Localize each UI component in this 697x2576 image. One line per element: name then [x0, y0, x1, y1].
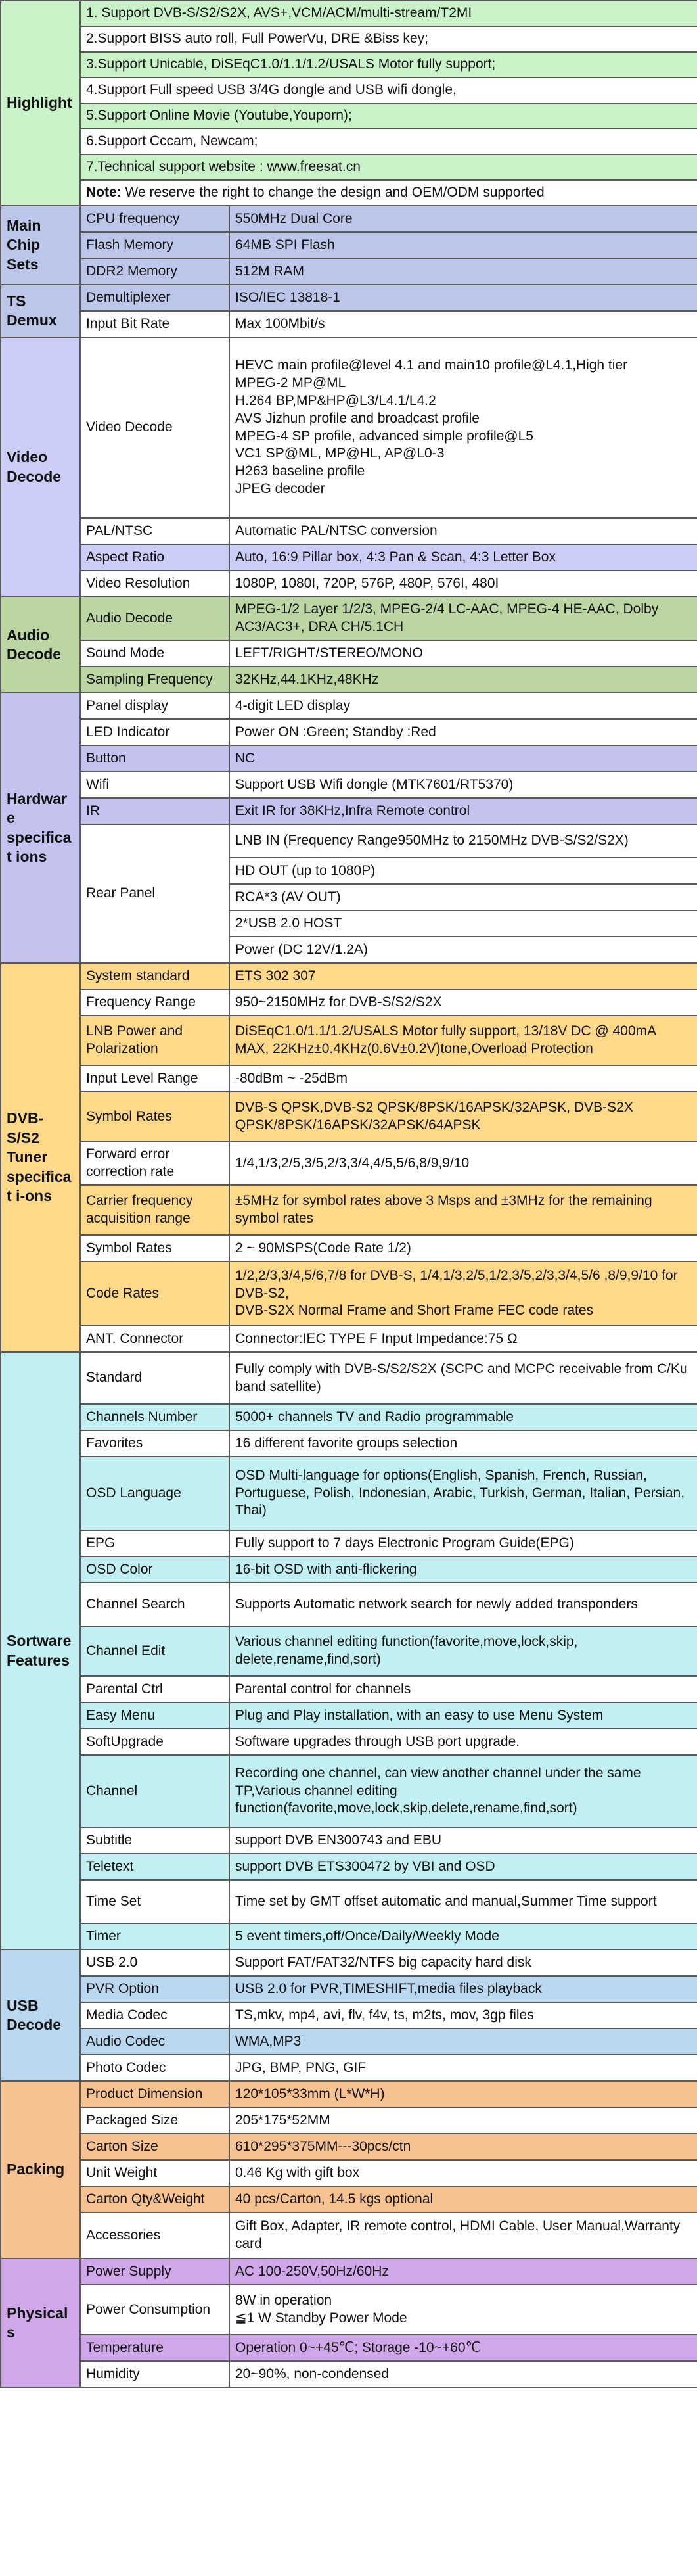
usb-section-title: USB Decode	[1, 1950, 80, 2081]
packing-row	[1, 2160, 697, 2186]
software-section-title: Sortware Features	[1, 1352, 80, 1950]
packing-value: 205*175*52MM	[229, 2107, 697, 2134]
note-label: Note:	[86, 185, 122, 200]
software-row	[1, 1557, 697, 1583]
packing-section-title: Packing	[1, 2081, 80, 2259]
chip-row	[1, 206, 697, 232]
hardware-row	[1, 772, 697, 798]
software-value: 16-bit OSD with anti-flickering	[229, 1557, 697, 1583]
physicals-feature: Power Supply	[80, 2259, 229, 2285]
physicals-row	[1, 2285, 697, 2335]
highlight-item: 7.Technical support website : www.freesat.cn	[80, 154, 697, 180]
software-feature: Channels Number	[80, 1404, 229, 1430]
physicals-value: 8W in operation ≦1 W Standby Power Mode	[229, 2285, 697, 2335]
usb-feature: Audio Codec	[80, 2028, 229, 2055]
audio-row	[1, 667, 697, 693]
tuner-row	[1, 1066, 697, 1092]
tuner-value: ±5MHz for symbol rates above 3 Msps and ±3MHz for the remaining symbol rates	[229, 1185, 697, 1235]
audio-section-title: Audio Decode	[1, 597, 80, 693]
software-feature: SoftUpgrade	[80, 1729, 229, 1755]
packing-value: 40 pcs/Carton, 14.5 kgs optional	[229, 2186, 697, 2213]
highlight-item: 5.Support Online Movie (Youtube,Youporn);	[80, 103, 697, 129]
audio-value: MPEG-1/2 Layer 1/2/3, MPEG-2/4 LC-AAC, MPEG-4 HE-AAC, Dolby AC3/AC3+, DRA CH/5.1CH	[229, 597, 697, 640]
chip-row	[1, 258, 697, 285]
rear-panel-value: LNB IN (Frequency Range950MHz to 2150MHz DVB-S/S2/S2X)	[229, 824, 697, 858]
software-value: OSD Multi-language for options(English, Spanish, French, Russian, Portuguese, Polish, Indonesian, Arabic, Turkish, German, Italian, Persian, Thai)	[229, 1457, 697, 1530]
packing-value: 0.46 Kg with gift box	[229, 2160, 697, 2186]
audio-row	[1, 640, 697, 667]
software-feature: Channel Edit	[80, 1626, 229, 1676]
physicals-value: Operation 0~+45℃; Storage -10~+60℃	[229, 2335, 697, 2361]
hardware-row	[1, 798, 697, 824]
hardware-row	[1, 719, 697, 745]
tuner-value: 2 ~ 90MSPS(Code Rate 1/2)	[229, 1235, 697, 1261]
packing-feature: Unit Weight	[80, 2160, 229, 2186]
note-text: We reserve the right to change the design and OEM/ODM supported	[121, 185, 545, 200]
highlight-item: 3.Support Unicable, DiSEqC1.0/1.1/1.2/USALS Motor fully support;	[80, 52, 697, 78]
packing-row	[1, 2081, 697, 2107]
hardware-row	[1, 693, 697, 719]
software-row	[1, 1729, 697, 1755]
highlight-item: 6.Support Cccam, Newcam;	[80, 129, 697, 154]
tuner-feature: Forward error correction rate	[80, 1142, 229, 1185]
tuner-row	[1, 1092, 697, 1142]
video-row	[1, 518, 697, 544]
software-value: Software upgrades through USB port upgrade.	[229, 1729, 697, 1755]
ts-row	[1, 285, 697, 311]
software-row	[1, 1583, 697, 1626]
software-feature: Easy Menu	[80, 1702, 229, 1729]
software-feature: Favorites	[80, 1430, 229, 1457]
software-feature: Channel Search	[80, 1583, 229, 1626]
physicals-row	[1, 2259, 697, 2285]
chip-feature: Flash Memory	[80, 232, 229, 258]
software-row	[1, 1530, 697, 1557]
audio-feature: Sampling Frequency	[80, 667, 229, 693]
highlight-row	[1, 78, 697, 103]
software-value: support DVB EN300743 and EBU	[229, 1827, 697, 1854]
hardware-feature: IR	[80, 798, 229, 824]
hardware-value: 4-digit LED display	[229, 693, 697, 719]
chip-row	[1, 232, 697, 258]
packing-row	[1, 2213, 697, 2259]
packing-row	[1, 2186, 697, 2213]
tuner-row	[1, 1235, 697, 1261]
software-feature: Teletext	[80, 1854, 229, 1880]
software-row	[1, 1827, 697, 1854]
physicals-feature: Temperature	[80, 2335, 229, 2361]
physicals-row	[1, 2335, 697, 2361]
packing-feature: Carton Qty&Weight	[80, 2186, 229, 2213]
packing-feature: Accessories	[80, 2213, 229, 2259]
ts-feature: Demultiplexer	[80, 285, 229, 311]
chip-value: 64MB SPI Flash	[229, 232, 697, 258]
software-value: Parental control for channels	[229, 1676, 697, 1702]
video-value: HEVC main profile@level 4.1 and main10 profile@L4.1,High tier MPEG-2 MP@ML H.264 BP,MP&HP@L3/L4.1/L4.2 AVS Jizhun profile and broadcast profile MPEG-4 SP profile, advanced simple profile@L5 VC1 SP@ML, MP@HL, AP@L0-3 H263 baseline profile JPEG decoder	[229, 337, 697, 518]
hardware-value: Support USB Wifi dongle (MTK7601/RT5370)	[229, 772, 697, 798]
software-value: Supports Automatic network search for newly added transponders	[229, 1583, 697, 1626]
software-row	[1, 1880, 697, 1923]
ts-section-title: TS Demux	[1, 285, 80, 337]
chip-feature: DDR2 Memory	[80, 258, 229, 285]
tuner-row	[1, 1326, 697, 1352]
software-feature: Subtitle	[80, 1827, 229, 1854]
video-value: 1080P, 1080I, 720P, 576P, 480P, 576I, 480I	[229, 571, 697, 597]
video-feature: PAL/NTSC	[80, 518, 229, 544]
software-value: Fully comply with DVB-S/S2/S2X (SCPC and MCPC receivable from C/Ku band satellite)	[229, 1352, 697, 1404]
software-feature: Parental Ctrl	[80, 1676, 229, 1702]
packing-value: 120*105*33mm (L*W*H)	[229, 2081, 697, 2107]
hardware-section-title: Hardware specificat ions	[1, 693, 80, 963]
video-feature: Video Resolution	[80, 571, 229, 597]
physicals-feature: Power Consumption	[80, 2285, 229, 2335]
hardware-feature: Rear Panel	[80, 824, 229, 963]
physicals-row	[1, 2361, 697, 2387]
hardware-feature: Wifi	[80, 772, 229, 798]
software-row	[1, 1676, 697, 1702]
software-value: 5 event timers,off/Once/Daily/Weekly Mode	[229, 1923, 697, 1950]
highlight-row	[1, 1, 697, 26]
hardware-value: Exit IR for 38KHz,Infra Remote control	[229, 798, 697, 824]
chip-value: 550MHz Dual Core	[229, 206, 697, 232]
ts-value: Max 100Mbit/s	[229, 311, 697, 337]
rear-panel-value: Power (DC 12V/1.2A)	[229, 937, 697, 963]
tuner-row	[1, 1142, 697, 1185]
tuner-row	[1, 989, 697, 1016]
software-row	[1, 1755, 697, 1827]
software-feature: EPG	[80, 1530, 229, 1557]
software-feature: Standard	[80, 1352, 229, 1404]
tuner-feature: LNB Power and Polarization	[80, 1016, 229, 1066]
usb-row	[1, 1976, 697, 2002]
highlight-section-title: Highlight	[1, 1, 80, 206]
hardware-value: NC	[229, 745, 697, 772]
usb-value: USB 2.0 for PVR,TIMESHIFT,media files playback	[229, 1976, 697, 2002]
software-value: Time set by GMT offset automatic and manual,Summer Time support	[229, 1880, 697, 1923]
tuner-feature: ANT. Connector	[80, 1326, 229, 1352]
software-row	[1, 1430, 697, 1457]
hardware-value: Power ON :Green; Standby :Red	[229, 719, 697, 745]
tuner-feature: Frequency Range	[80, 989, 229, 1016]
usb-value: JPG, BMP, PNG, GIF	[229, 2055, 697, 2081]
tuner-feature: System standard	[80, 963, 229, 989]
packing-feature: Packaged Size	[80, 2107, 229, 2134]
video-value: Auto, 16:9 Pillar box, 4:3 Pan & Scan, 4:3 Letter Box	[229, 544, 697, 571]
highlight-row	[1, 129, 697, 154]
tuner-section-title: DVB-S/S2 Tuner specificat i-ons	[1, 963, 80, 1352]
rear-panel-value: 2*USB 2.0 HOST	[229, 910, 697, 937]
tuner-value: DiSEqC1.0/1.1/1.2/USALS Motor fully support, 13/18V DC @ 400mA MAX, 22KHz±0.4KHz(0.6V±0.2V)tone,Overload Protection	[229, 1016, 697, 1066]
tuner-value: ETS 302 307	[229, 963, 697, 989]
packing-feature: Product Dimension	[80, 2081, 229, 2107]
video-row	[1, 544, 697, 571]
tuner-feature: Symbol Rates	[80, 1092, 229, 1142]
usb-feature: PVR Option	[80, 1976, 229, 2002]
software-value: Plug and Play installation, with an easy to use Menu System	[229, 1702, 697, 1729]
hardware-feature: Panel display	[80, 693, 229, 719]
video-row	[1, 337, 697, 518]
video-value: Automatic PAL/NTSC conversion	[229, 518, 697, 544]
physicals-section-title: Physicals	[1, 2259, 80, 2387]
tuner-row	[1, 1261, 697, 1326]
software-row	[1, 1923, 697, 1950]
software-feature: OSD Language	[80, 1457, 229, 1530]
software-value: 5000+ channels TV and Radio programmable	[229, 1404, 697, 1430]
usb-row	[1, 2028, 697, 2055]
hardware-row	[1, 745, 697, 772]
tuner-row	[1, 1016, 697, 1066]
software-value: support DVB ETS300472 by VBI and OSD	[229, 1854, 697, 1880]
tuner-value: DVB-S QPSK,DVB-S2 QPSK/8PSK/16APSK/32APSK, DVB-S2X QPSK/8PSK/16APSK/32APSK/64APSK	[229, 1092, 697, 1142]
software-value: Various channel editing function(favorite,move,lock,skip, delete,rename,find,sort)	[229, 1626, 697, 1676]
highlight-item: 1. Support DVB-S/S2/S2X, AVS+,VCM/ACM/multi-stream/T2MI	[80, 1, 697, 26]
tuner-row	[1, 963, 697, 989]
video-feature: Video Decode	[80, 337, 229, 518]
software-feature: Timer	[80, 1923, 229, 1950]
rear-panel-value: HD OUT (up to 1080P)	[229, 858, 697, 884]
audio-row	[1, 597, 697, 640]
packing-row	[1, 2134, 697, 2160]
ts-value: ISO/IEC 13818-1	[229, 285, 697, 311]
audio-feature: Sound Mode	[80, 640, 229, 667]
usb-row	[1, 1950, 697, 1976]
tuner-value: 950~2150MHz for DVB-S/S2/S2X	[229, 989, 697, 1016]
usb-feature: Photo Codec	[80, 2055, 229, 2081]
highlight-item: 4.Support Full speed USB 3/4G dongle and USB wifi dongle,	[80, 78, 697, 103]
highlight-note	[80, 180, 697, 206]
chip-feature: CPU frequency	[80, 206, 229, 232]
tuner-feature: Carrier frequency acquisition range	[80, 1185, 229, 1235]
usb-feature: Media Codec	[80, 2002, 229, 2028]
highlight-row	[1, 154, 697, 180]
highlight-row	[1, 26, 697, 52]
tuner-feature: Code Rates	[80, 1261, 229, 1326]
software-row	[1, 1702, 697, 1729]
hardware-feature: Button	[80, 745, 229, 772]
video-section-title: Video Decode	[1, 337, 80, 597]
tuner-value: 1/4,1/3,2/5,3/5,2/3,3/4,4/5,5/6,8/9,9/10	[229, 1142, 697, 1185]
usb-value: WMA,MP3	[229, 2028, 697, 2055]
highlight-note-row	[1, 180, 697, 206]
packing-feature: Carton Size	[80, 2134, 229, 2160]
video-feature: Aspect Ratio	[80, 544, 229, 571]
usb-feature: USB 2.0	[80, 1950, 229, 1976]
ts-feature: Input Bit Rate	[80, 311, 229, 337]
rear-panel-value: RCA*3 (AV OUT)	[229, 884, 697, 910]
usb-value: Support FAT/FAT32/NTFS big capacity hard disk	[229, 1950, 697, 1976]
physicals-value: AC 100-250V,50Hz/60Hz	[229, 2259, 697, 2285]
physicals-value: 20~90%, non-condensed	[229, 2361, 697, 2387]
tuner-row	[1, 1185, 697, 1235]
software-feature: OSD Color	[80, 1557, 229, 1583]
packing-value: Gift Box, Adapter, IR remote control, HDMI Cable, User Manual,Warranty card	[229, 2213, 697, 2259]
video-row	[1, 571, 697, 597]
software-row	[1, 1352, 697, 1404]
software-value: Fully support to 7 days Electronic Program Guide(EPG)	[229, 1530, 697, 1557]
audio-feature: Audio Decode	[80, 597, 229, 640]
chip-value: 512M RAM	[229, 258, 697, 285]
software-row	[1, 1457, 697, 1530]
highlight-row	[1, 103, 697, 129]
software-row	[1, 1626, 697, 1676]
software-value: 16 different favorite groups selection	[229, 1430, 697, 1457]
usb-row	[1, 2002, 697, 2028]
tuner-value: -80dBm ~ -25dBm	[229, 1066, 697, 1092]
tuner-value: Connector:IEC TYPE F Input Impedance:75 Ω	[229, 1326, 697, 1352]
audio-value: LEFT/RIGHT/STEREO/MONO	[229, 640, 697, 667]
audio-value: 32KHz,44.1KHz,48KHz	[229, 667, 697, 693]
hardware-feature: LED Indicator	[80, 719, 229, 745]
physicals-feature: Humidity	[80, 2361, 229, 2387]
software-row	[1, 1854, 697, 1880]
highlight-item: 2.Support BISS auto roll, Full PowerVu, DRE &Biss key;	[80, 26, 697, 52]
packing-value: 610*295*375MM---30pcs/ctn	[229, 2134, 697, 2160]
software-value: Recording one channel, can view another channel under the same TP,Various channel editing function(favorite,move,lock,skip,delete,rename,find,sort)	[229, 1755, 697, 1827]
highlight-row	[1, 52, 697, 78]
tuner-feature: Symbol Rates	[80, 1235, 229, 1261]
software-feature: Time Set	[80, 1880, 229, 1923]
packing-row	[1, 2107, 697, 2134]
usb-row	[1, 2055, 697, 2081]
ts-row	[1, 311, 697, 337]
software-feature: Channel	[80, 1755, 229, 1827]
chip-section-title: Main Chip Sets	[1, 206, 80, 285]
rear-panel-row	[1, 824, 697, 858]
tuner-value: 1/2,2/3,3/4,5/6,7/8 for DVB-S, 1/4,1/3,2/5,1/2,3/5,2/3,3/4,5/6 ,8/9,9/10 for DVB-S2, DVB-S2X Normal Frame and Short Frame FEC code rates	[229, 1261, 697, 1326]
tuner-feature: Input Level Range	[80, 1066, 229, 1092]
software-row	[1, 1404, 697, 1430]
usb-value: TS,mkv, mp4, avi, flv, f4v, ts, m2ts, mov, 3gp files	[229, 2002, 697, 2028]
